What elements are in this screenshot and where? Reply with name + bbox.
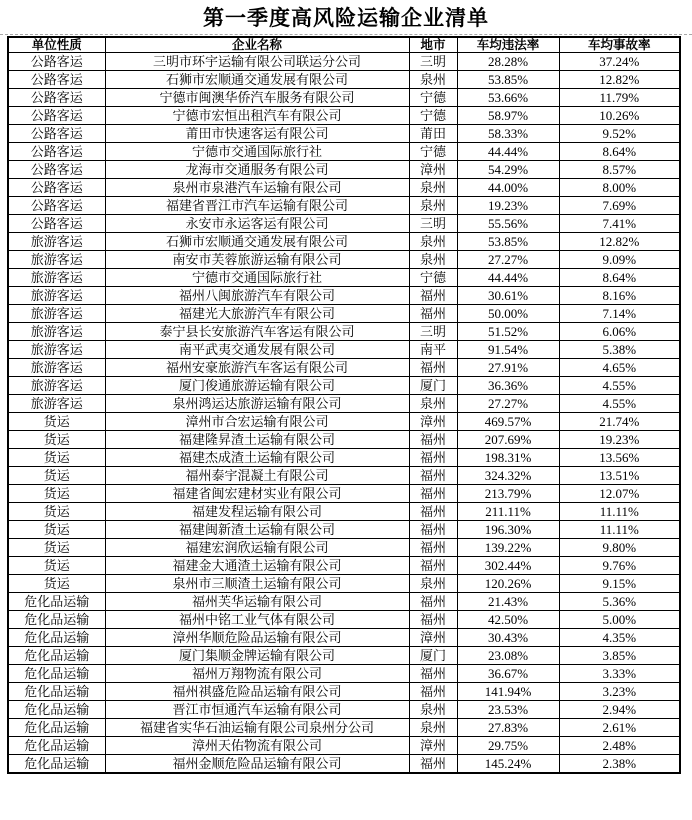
cell-city: 三明 [409,53,457,71]
header-accident-rate: 车均事故率 [559,37,680,53]
table-row [8,413,680,431]
cell-category: 货运 [8,467,105,485]
table-row [8,647,680,665]
cell-category: 旅游客运 [8,233,105,251]
cell-violation-rate: 53.85% [457,71,559,89]
cell-city: 厦门 [409,377,457,395]
cell-violation-rate: 27.91% [457,359,559,377]
cell-city: 宁德 [409,107,457,125]
cell-violation-rate: 23.08% [457,647,559,665]
cell-company: 龙海市交通服务有限公司 [105,161,409,179]
table-row [8,233,680,251]
cell-city: 福州 [409,359,457,377]
cell-city: 漳州 [409,413,457,431]
cell-city: 宁德 [409,89,457,107]
cell-accident-rate: 5.38% [559,341,680,359]
cell-accident-rate: 2.94% [559,701,680,719]
high-risk-enterprise-table [7,36,681,774]
cell-category: 旅游客运 [8,341,105,359]
cell-violation-rate: 198.31% [457,449,559,467]
cell-company: 南安市芙蓉旅游运输有限公司 [105,251,409,269]
cell-category: 旅游客运 [8,287,105,305]
cell-category: 危化品运输 [8,611,105,629]
cell-violation-rate: 27.27% [457,251,559,269]
cell-violation-rate: 213.79% [457,485,559,503]
cell-company: 石狮市宏顺通交通发展有限公司 [105,233,409,251]
table-header-row [8,37,680,53]
cell-company: 福州中铭工业气体有限公司 [105,611,409,629]
cell-accident-rate: 13.51% [559,467,680,485]
cell-accident-rate: 12.07% [559,485,680,503]
table-row [8,395,680,413]
cell-company: 福建宏润欣运输有限公司 [105,539,409,557]
cell-accident-rate: 4.55% [559,377,680,395]
cell-company: 福建发程运输有限公司 [105,503,409,521]
table-row [8,197,680,215]
table-row [8,71,680,89]
table-row [8,431,680,449]
table-row [8,539,680,557]
table-header [8,37,680,53]
cell-city: 福州 [409,305,457,323]
cell-company: 漳州市合宏运输有限公司 [105,413,409,431]
cell-accident-rate: 9.80% [559,539,680,557]
cell-city: 泉州 [409,701,457,719]
cell-category: 货运 [8,485,105,503]
cell-category: 旅游客运 [8,305,105,323]
cell-city: 漳州 [409,737,457,755]
table-row [8,269,680,287]
cell-violation-rate: 27.83% [457,719,559,737]
cell-category: 危化品运输 [8,629,105,647]
cell-company: 三明市环宇运输有限公司联运分公司 [105,53,409,71]
table-row [8,737,680,755]
cell-violation-rate: 91.54% [457,341,559,359]
cell-company: 泰宁县长安旅游汽车客运有限公司 [105,323,409,341]
cell-category: 货运 [8,539,105,557]
table-row [8,377,680,395]
cell-company: 宁德市闽澳华侨汽车服务有限公司 [105,89,409,107]
cell-accident-rate: 2.38% [559,755,680,774]
table-row [8,503,680,521]
cell-city: 泉州 [409,251,457,269]
table-row [8,593,680,611]
cell-category: 货运 [8,503,105,521]
table-row [8,557,680,575]
cell-violation-rate: 27.27% [457,395,559,413]
cell-category: 危化品运输 [8,647,105,665]
table-row [8,755,680,774]
table-row [8,215,680,233]
table-row [8,179,680,197]
cell-company: 福建省闽宏建材实业有限公司 [105,485,409,503]
cell-category: 公路客运 [8,107,105,125]
cell-violation-rate: 196.30% [457,521,559,539]
cell-category: 危化品运输 [8,755,105,774]
cell-category: 公路客运 [8,125,105,143]
cell-violation-rate: 207.69% [457,431,559,449]
cell-violation-rate: 58.97% [457,107,559,125]
cell-city: 宁德 [409,269,457,287]
cell-violation-rate: 44.44% [457,269,559,287]
table-row [8,629,680,647]
cell-city: 福州 [409,755,457,774]
cell-city: 三明 [409,323,457,341]
header-category: 单位性质 [8,37,105,53]
cell-company: 南平武夷交通发展有限公司 [105,341,409,359]
cell-company: 宁德市宏恒出租汽车有限公司 [105,107,409,125]
cell-accident-rate: 10.26% [559,107,680,125]
cell-company: 福州安豪旅游汽车客运有限公司 [105,359,409,377]
header-violation-rate: 车均违法率 [457,37,559,53]
cell-accident-rate: 8.57% [559,161,680,179]
cell-city: 福州 [409,431,457,449]
cell-category: 货运 [8,557,105,575]
cell-category: 公路客运 [8,161,105,179]
cell-city: 福州 [409,683,457,701]
cell-company: 福建杰成渣土运输有限公司 [105,449,409,467]
cell-accident-rate: 4.55% [559,395,680,413]
cell-violation-rate: 53.66% [457,89,559,107]
cell-city: 厦门 [409,647,457,665]
cell-accident-rate: 11.79% [559,89,680,107]
cell-category: 货运 [8,575,105,593]
cell-category: 危化品运输 [8,683,105,701]
cell-accident-rate: 12.82% [559,71,680,89]
cell-category: 旅游客运 [8,395,105,413]
cell-violation-rate: 44.00% [457,179,559,197]
cell-company: 福州八闽旅游汽车有限公司 [105,287,409,305]
cell-violation-rate: 30.43% [457,629,559,647]
page-title: 第一季度高风险运输企业清单 [203,7,489,30]
table-row [8,323,680,341]
cell-company: 厦门集顺金牌运输有限公司 [105,647,409,665]
cell-company: 福州金顺危险品运输有限公司 [105,755,409,774]
table-row [8,53,680,71]
cell-city: 福州 [409,539,457,557]
cell-accident-rate: 4.65% [559,359,680,377]
table-row [8,575,680,593]
cell-category: 公路客运 [8,53,105,71]
cell-category: 公路客运 [8,71,105,89]
cell-accident-rate: 9.76% [559,557,680,575]
cell-violation-rate: 58.33% [457,125,559,143]
cell-accident-rate: 7.41% [559,215,680,233]
cell-company: 莆田市快速客运有限公司 [105,125,409,143]
cell-city: 福州 [409,467,457,485]
cell-company: 泉州市泉港汽车运输有限公司 [105,179,409,197]
cell-accident-rate: 21.74% [559,413,680,431]
cell-category: 公路客运 [8,143,105,161]
cell-accident-rate: 7.14% [559,305,680,323]
cell-city: 泉州 [409,233,457,251]
cell-company: 福建省晋江市汽车运输有限公司 [105,197,409,215]
cell-category: 公路客运 [8,215,105,233]
cell-violation-rate: 302.44% [457,557,559,575]
cell-city: 福州 [409,557,457,575]
cell-accident-rate: 11.11% [559,503,680,521]
cell-category: 公路客运 [8,197,105,215]
cell-accident-rate: 8.64% [559,143,680,161]
table-row [8,359,680,377]
cell-accident-rate: 5.00% [559,611,680,629]
table-row [8,161,680,179]
cell-violation-rate: 139.22% [457,539,559,557]
cell-city: 三明 [409,215,457,233]
cell-company: 福州泰宇混凝土有限公司 [105,467,409,485]
cell-accident-rate: 8.00% [559,179,680,197]
cell-company: 晋江市恒通汽车运输有限公司 [105,701,409,719]
cell-accident-rate: 3.33% [559,665,680,683]
cell-company: 福建隆昇渣土运输有限公司 [105,431,409,449]
cell-company: 福建闽新渣土运输有限公司 [105,521,409,539]
cell-accident-rate: 7.69% [559,197,680,215]
cell-category: 危化品运输 [8,737,105,755]
cell-violation-rate: 50.00% [457,305,559,323]
cell-accident-rate: 2.61% [559,719,680,737]
cell-company: 福建光大旅游汽车有限公司 [105,305,409,323]
cell-city: 福州 [409,665,457,683]
cell-category: 货运 [8,449,105,467]
cell-violation-rate: 36.36% [457,377,559,395]
cell-company: 宁德市交通国际旅行社 [105,143,409,161]
cell-city: 泉州 [409,575,457,593]
table-row [8,521,680,539]
cell-accident-rate: 3.85% [559,647,680,665]
cell-city: 福州 [409,449,457,467]
cell-category: 货运 [8,521,105,539]
cell-violation-rate: 469.57% [457,413,559,431]
cell-category: 危化品运输 [8,719,105,737]
cell-accident-rate: 37.24% [559,53,680,71]
cell-company: 厦门俊通旅游运输有限公司 [105,377,409,395]
cell-company: 福州芙华运输有限公司 [105,593,409,611]
pagebreak-dashed-line [0,34,692,35]
cell-violation-rate: 29.75% [457,737,559,755]
table-row [8,467,680,485]
cell-city: 福州 [409,521,457,539]
table-row [8,89,680,107]
cell-accident-rate: 19.23% [559,431,680,449]
cell-accident-rate: 11.11% [559,521,680,539]
cell-violation-rate: 55.56% [457,215,559,233]
cell-violation-rate: 120.26% [457,575,559,593]
table-row [8,665,680,683]
cell-city: 宁德 [409,143,457,161]
cell-violation-rate: 51.52% [457,323,559,341]
table-row [8,683,680,701]
cell-company: 泉州鸿运达旅游运输有限公司 [105,395,409,413]
cell-city: 莆田 [409,125,457,143]
cell-violation-rate: 19.23% [457,197,559,215]
cell-city: 漳州 [409,161,457,179]
header-city: 地市 [409,37,457,53]
cell-company: 石狮市宏顺通交通发展有限公司 [105,71,409,89]
cell-accident-rate: 9.15% [559,575,680,593]
cell-city: 漳州 [409,629,457,647]
cell-category: 货运 [8,413,105,431]
cell-accident-rate: 8.64% [559,269,680,287]
cell-accident-rate: 4.35% [559,629,680,647]
cell-accident-rate: 9.52% [559,125,680,143]
cell-category: 旅游客运 [8,323,105,341]
cell-company: 福州祺盛危险品运输有限公司 [105,683,409,701]
cell-company: 泉州市三顺渣土运输有限公司 [105,575,409,593]
cell-company: 漳州华顺危险品运输有限公司 [105,629,409,647]
cell-accident-rate: 3.23% [559,683,680,701]
table-body [8,53,680,774]
cell-city: 南平 [409,341,457,359]
table-row [8,701,680,719]
table-row [8,719,680,737]
table-row [8,485,680,503]
cell-city: 泉州 [409,197,457,215]
cell-city: 泉州 [409,71,457,89]
cell-category: 旅游客运 [8,377,105,395]
cell-violation-rate: 145.24% [457,755,559,774]
cell-company: 永安市永运客运有限公司 [105,215,409,233]
cell-city: 泉州 [409,179,457,197]
cell-category: 危化品运输 [8,665,105,683]
cell-violation-rate: 42.50% [457,611,559,629]
cell-category: 旅游客运 [8,251,105,269]
cell-category: 公路客运 [8,179,105,197]
cell-accident-rate: 13.56% [559,449,680,467]
cell-violation-rate: 36.67% [457,665,559,683]
cell-company: 福建金大通渣土运输有限公司 [105,557,409,575]
cell-violation-rate: 54.29% [457,161,559,179]
cell-accident-rate: 2.48% [559,737,680,755]
cell-category: 旅游客运 [8,359,105,377]
cell-violation-rate: 44.44% [457,143,559,161]
cell-city: 泉州 [409,719,457,737]
table-row [8,611,680,629]
cell-city: 福州 [409,593,457,611]
cell-city: 福州 [409,503,457,521]
header-company: 企业名称 [105,37,409,53]
cell-city: 泉州 [409,395,457,413]
cell-category: 旅游客运 [8,269,105,287]
cell-accident-rate: 12.82% [559,233,680,251]
cell-category: 货运 [8,431,105,449]
cell-accident-rate: 5.36% [559,593,680,611]
table-row [8,305,680,323]
cell-violation-rate: 53.85% [457,233,559,251]
table-row [8,251,680,269]
cell-company: 福建省实华石油运输有限公司泉州分公司 [105,719,409,737]
cell-accident-rate: 9.09% [559,251,680,269]
cell-company: 宁德市交通国际旅行社 [105,269,409,287]
cell-company: 漳州天佑物流有限公司 [105,737,409,755]
cell-violation-rate: 324.32% [457,467,559,485]
cell-company: 福州万翔物流有限公司 [105,665,409,683]
cell-violation-rate: 141.94% [457,683,559,701]
cell-accident-rate: 6.06% [559,323,680,341]
cell-city: 福州 [409,611,457,629]
table-row [8,143,680,161]
cell-city: 福州 [409,485,457,503]
table-row [8,287,680,305]
cell-accident-rate: 8.16% [559,287,680,305]
cell-violation-rate: 28.28% [457,53,559,71]
table-row [8,125,680,143]
cell-violation-rate: 30.61% [457,287,559,305]
cell-category: 危化品运输 [8,593,105,611]
cell-violation-rate: 211.11% [457,503,559,521]
table-row [8,449,680,467]
cell-violation-rate: 21.43% [457,593,559,611]
cell-category: 公路客运 [8,89,105,107]
cell-violation-rate: 23.53% [457,701,559,719]
cell-category: 危化品运输 [8,701,105,719]
table-row [8,341,680,359]
table-row [8,107,680,125]
cell-city: 福州 [409,287,457,305]
